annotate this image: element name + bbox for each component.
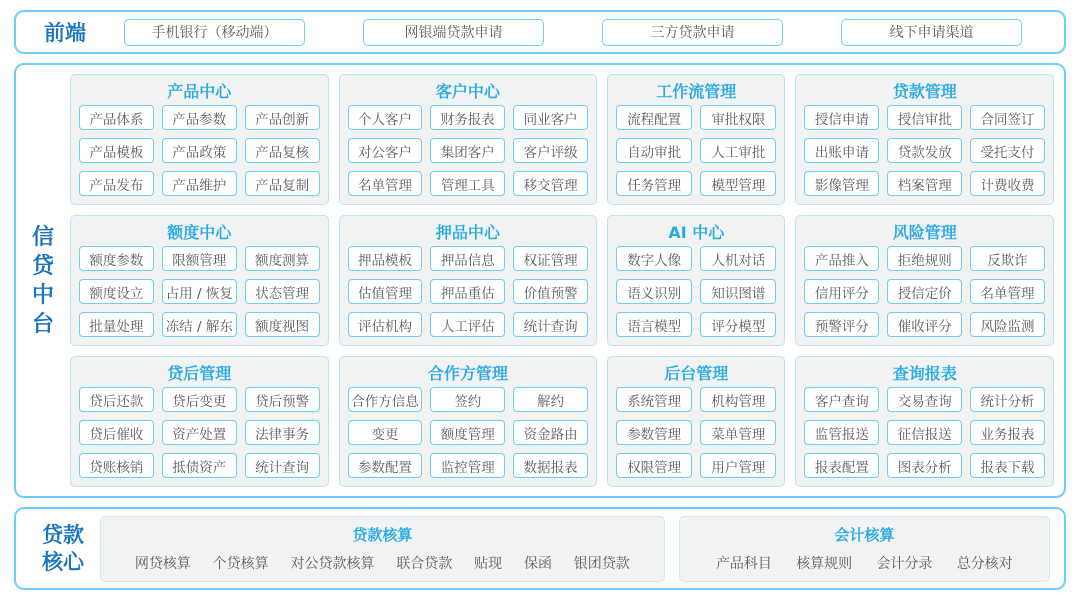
module-item-button[interactable]: 限额管理 <box>162 246 237 271</box>
module-item-button[interactable]: 权限管理 <box>616 453 692 478</box>
module-item-button[interactable]: 流程配置 <box>616 105 692 130</box>
module-card <box>70 74 329 205</box>
module-item-button[interactable]: 图表分析 <box>887 453 962 478</box>
module-item-button[interactable]: 价值预警 <box>513 279 588 304</box>
module-title: 押品中心 <box>435 223 500 243</box>
module-item-button[interactable]: 参数管理 <box>616 420 692 445</box>
frontend-channel-button[interactable]: 手机银行（移动端） <box>124 19 305 46</box>
module-items <box>79 246 320 337</box>
module-item-button[interactable]: 合同签订 <box>970 105 1045 130</box>
module-item-button[interactable]: 模型管理 <box>700 171 776 196</box>
module-title: 查询报表 <box>892 364 957 384</box>
module-title: 贷后管理 <box>167 364 232 384</box>
module-item-button[interactable]: 产品推入 <box>804 246 879 271</box>
module-item-button[interactable]: 状态管理 <box>245 279 320 304</box>
module-item-button[interactable]: 征信报送 <box>887 420 962 445</box>
module-item-button[interactable]: 押品信息 <box>430 246 505 271</box>
module-item-button[interactable]: 移交管理 <box>513 171 588 196</box>
module-card <box>607 215 785 346</box>
module-item-button[interactable]: 用户管理 <box>700 453 776 478</box>
module-item-button[interactable]: 产品复制 <box>245 171 320 196</box>
module-items <box>348 387 589 478</box>
core-panel-item: 联合贷款 <box>396 556 453 573</box>
core-panel-item: 核算规则 <box>796 556 853 573</box>
credit-platform-label-char: 中 <box>31 282 54 308</box>
module-item-button[interactable]: 授信申请 <box>804 105 879 130</box>
module-item-button[interactable]: 产品创新 <box>245 105 320 130</box>
credit-platform-label <box>16 74 70 487</box>
module-item-button[interactable]: 影像管理 <box>804 171 879 196</box>
module-item-button[interactable]: 客户评级 <box>513 138 588 163</box>
core-panel-item: 产品科目 <box>715 556 772 573</box>
module-item-button[interactable]: 批量处理 <box>79 312 154 337</box>
module-item-button[interactable]: 数字人像 <box>616 246 692 271</box>
module-item-button[interactable]: 知识图谱 <box>700 279 776 304</box>
module-item-button[interactable]: 集团客户 <box>430 138 505 163</box>
module-item-button[interactable]: 客户查询 <box>804 387 879 412</box>
module-item-button[interactable]: 自动审批 <box>616 138 692 163</box>
module-card <box>607 74 785 205</box>
core-panel-items <box>113 553 652 573</box>
module-card <box>70 356 329 487</box>
module-items <box>804 105 1045 196</box>
core-panels <box>100 516 1050 582</box>
module-item-button[interactable]: 信用评分 <box>804 279 879 304</box>
module-card <box>70 215 329 346</box>
module-item-button[interactable]: 财务报表 <box>430 105 505 130</box>
module-title: 贷款管理 <box>892 82 957 102</box>
module-title: 风险管理 <box>892 223 957 243</box>
module-items <box>348 246 589 337</box>
module-item-button[interactable]: 预警评分 <box>804 312 879 337</box>
module-item-button[interactable]: 资产处置 <box>162 420 237 445</box>
loan-core-label-line1: 贷款 <box>42 522 84 547</box>
module-item-button[interactable]: 贷后变更 <box>162 387 237 412</box>
module-item-button[interactable]: 评分模型 <box>700 312 776 337</box>
credit-platform-label-char: 信 <box>31 224 54 250</box>
module-item-button[interactable]: 报表配置 <box>804 453 879 478</box>
core-panel-title: 贷款核算 <box>352 526 413 545</box>
module-card <box>339 215 598 346</box>
module-card <box>795 215 1054 346</box>
module-items <box>616 246 776 337</box>
frontend-channel-button[interactable]: 三方贷款申请 <box>602 19 783 46</box>
core-panel-item: 对公贷款核算 <box>290 556 375 573</box>
module-item-button[interactable]: 对公客户 <box>348 138 423 163</box>
module-item-button[interactable]: 变更 <box>348 420 423 445</box>
module-items <box>804 246 1045 337</box>
loan-core-label <box>32 522 84 576</box>
module-item-button[interactable]: 签约 <box>430 387 505 412</box>
module-item-button[interactable]: 合作方信息 <box>348 387 423 412</box>
module-item-button[interactable]: 产品模板 <box>79 138 154 163</box>
loan-core-section <box>14 507 1066 590</box>
core-panel-item: 贴现 <box>474 556 503 573</box>
module-item-button[interactable]: 催收评分 <box>887 312 962 337</box>
frontend-channels <box>86 19 1048 46</box>
module-item-button[interactable]: 产品维护 <box>162 171 237 196</box>
module-item-button[interactable]: 贷后预警 <box>245 387 320 412</box>
module-items <box>616 387 776 478</box>
module-item-button[interactable]: 统计查询 <box>245 453 320 478</box>
module-item-button[interactable]: 数据报表 <box>513 453 588 478</box>
module-item-button[interactable]: 产品政策 <box>162 138 237 163</box>
module-items <box>79 105 320 196</box>
module-item-button[interactable]: 名单管理 <box>970 279 1045 304</box>
module-item-button[interactable]: 授信审批 <box>887 105 962 130</box>
module-item-button[interactable]: 押品模板 <box>348 246 423 271</box>
core-panel-item: 会计分录 <box>876 556 933 573</box>
module-item-button[interactable]: 冻结 / 解东 <box>162 312 237 337</box>
module-title: 合作方管理 <box>427 364 508 384</box>
module-item-button[interactable]: 人机对话 <box>700 246 776 271</box>
module-item-button[interactable]: 额度视图 <box>245 312 320 337</box>
module-item-button[interactable]: 语言模型 <box>616 312 692 337</box>
core-panel-title: 会计核算 <box>834 526 895 545</box>
frontend-label: 前端 <box>44 21 86 46</box>
module-item-button[interactable]: 出账申请 <box>804 138 879 163</box>
core-panel-items <box>692 553 1037 573</box>
module-card <box>339 356 598 487</box>
module-item-button[interactable]: 交易查询 <box>887 387 962 412</box>
module-item-button[interactable]: 菜单管理 <box>700 420 776 445</box>
module-title: 后台管理 <box>664 364 729 384</box>
module-item-button[interactable]: 授信定价 <box>887 279 962 304</box>
module-item-button[interactable]: 解约 <box>513 387 588 412</box>
module-item-button[interactable]: 人工审批 <box>700 138 776 163</box>
module-item-button[interactable]: 语义识别 <box>616 279 692 304</box>
credit-platform-section <box>14 63 1066 498</box>
module-item-button[interactable]: 报表下载 <box>970 453 1045 478</box>
module-item-button[interactable]: 名单管理 <box>348 171 423 196</box>
module-item-button[interactable]: 抵债资产 <box>162 453 237 478</box>
module-item-button[interactable]: 额度设立 <box>79 279 154 304</box>
module-item-button[interactable]: 贷账核销 <box>79 453 154 478</box>
module-item-button[interactable]: 监管报送 <box>804 420 879 445</box>
module-card <box>607 356 785 487</box>
module-title: 额度中心 <box>167 223 232 243</box>
module-card <box>795 356 1054 487</box>
credit-platform-label-char: 贷 <box>31 253 54 279</box>
module-items <box>804 387 1045 478</box>
core-panel-item: 保函 <box>523 556 552 573</box>
module-item-button[interactable]: 管理工具 <box>430 171 505 196</box>
module-item-button[interactable]: 估值管理 <box>348 279 423 304</box>
module-title: AI 中心 <box>668 223 725 243</box>
module-item-button[interactable]: 审批权限 <box>700 105 776 130</box>
module-title: 产品中心 <box>167 82 232 102</box>
module-item-button[interactable]: 权证管理 <box>513 246 588 271</box>
frontend-bar <box>14 10 1066 54</box>
module-item-button[interactable]: 机构管理 <box>700 387 776 412</box>
module-item-button[interactable]: 占用 / 恢复 <box>162 279 237 304</box>
module-item-button[interactable]: 风险监测 <box>970 312 1045 337</box>
module-item-button[interactable]: 个人客户 <box>348 105 423 130</box>
core-panel-item: 网贷核算 <box>134 556 191 573</box>
module-item-button[interactable]: 额度管理 <box>430 420 505 445</box>
module-item-button[interactable]: 受托支付 <box>970 138 1045 163</box>
module-card <box>339 74 598 205</box>
module-item-button[interactable]: 产品参数 <box>162 105 237 130</box>
module-item-button[interactable]: 同业客户 <box>513 105 588 130</box>
core-panel-item: 个贷核算 <box>212 556 269 573</box>
loan-core-label-line2: 核心 <box>42 549 84 574</box>
module-item-button[interactable]: 法律事务 <box>245 420 320 445</box>
module-item-button[interactable]: 业务报表 <box>970 420 1045 445</box>
module-item-button[interactable]: 人工评估 <box>430 312 505 337</box>
module-item-button[interactable]: 贷款发放 <box>887 138 962 163</box>
module-item-button[interactable]: 产品体系 <box>79 105 154 130</box>
module-item-button[interactable]: 额度测算 <box>245 246 320 271</box>
module-item-button[interactable]: 拒绝规则 <box>887 246 962 271</box>
module-item-button[interactable]: 评估机构 <box>348 312 423 337</box>
module-title: 工作流管理 <box>656 82 737 102</box>
frontend-channel-button[interactable]: 线下申请渠道 <box>841 19 1022 46</box>
module-title: 客户中心 <box>435 82 500 102</box>
module-item-button[interactable]: 资金路由 <box>513 420 588 445</box>
module-item-button[interactable]: 档案管理 <box>887 171 962 196</box>
module-items <box>348 105 589 196</box>
core-panel <box>679 516 1050 582</box>
module-item-button[interactable]: 任务管理 <box>616 171 692 196</box>
core-panel-item: 银团贷款 <box>573 556 630 573</box>
credit-platform-label-char: 台 <box>31 311 54 337</box>
module-item-button[interactable]: 产品复核 <box>245 138 320 163</box>
frontend-channel-button[interactable]: 网银端贷款申请 <box>363 19 544 46</box>
module-grid <box>70 74 1054 487</box>
module-item-button[interactable]: 监控管理 <box>430 453 505 478</box>
module-item-button[interactable]: 统计分析 <box>970 387 1045 412</box>
module-item-button[interactable]: 额度参数 <box>79 246 154 271</box>
module-item-button[interactable]: 产品发布 <box>79 171 154 196</box>
module-item-button[interactable]: 贷后还款 <box>79 387 154 412</box>
core-panel <box>100 516 665 582</box>
module-item-button[interactable]: 计费收费 <box>970 171 1045 196</box>
core-panel-item: 总分核对 <box>956 556 1013 573</box>
module-items <box>616 105 776 196</box>
module-card <box>795 74 1054 205</box>
module-item-button[interactable]: 反欺诈 <box>970 246 1045 271</box>
module-item-button[interactable]: 参数配置 <box>348 453 423 478</box>
module-item-button[interactable]: 统计查询 <box>513 312 588 337</box>
module-item-button[interactable]: 系统管理 <box>616 387 692 412</box>
module-item-button[interactable]: 押品重估 <box>430 279 505 304</box>
module-item-button[interactable]: 贷后催收 <box>79 420 154 445</box>
module-items <box>79 387 320 478</box>
